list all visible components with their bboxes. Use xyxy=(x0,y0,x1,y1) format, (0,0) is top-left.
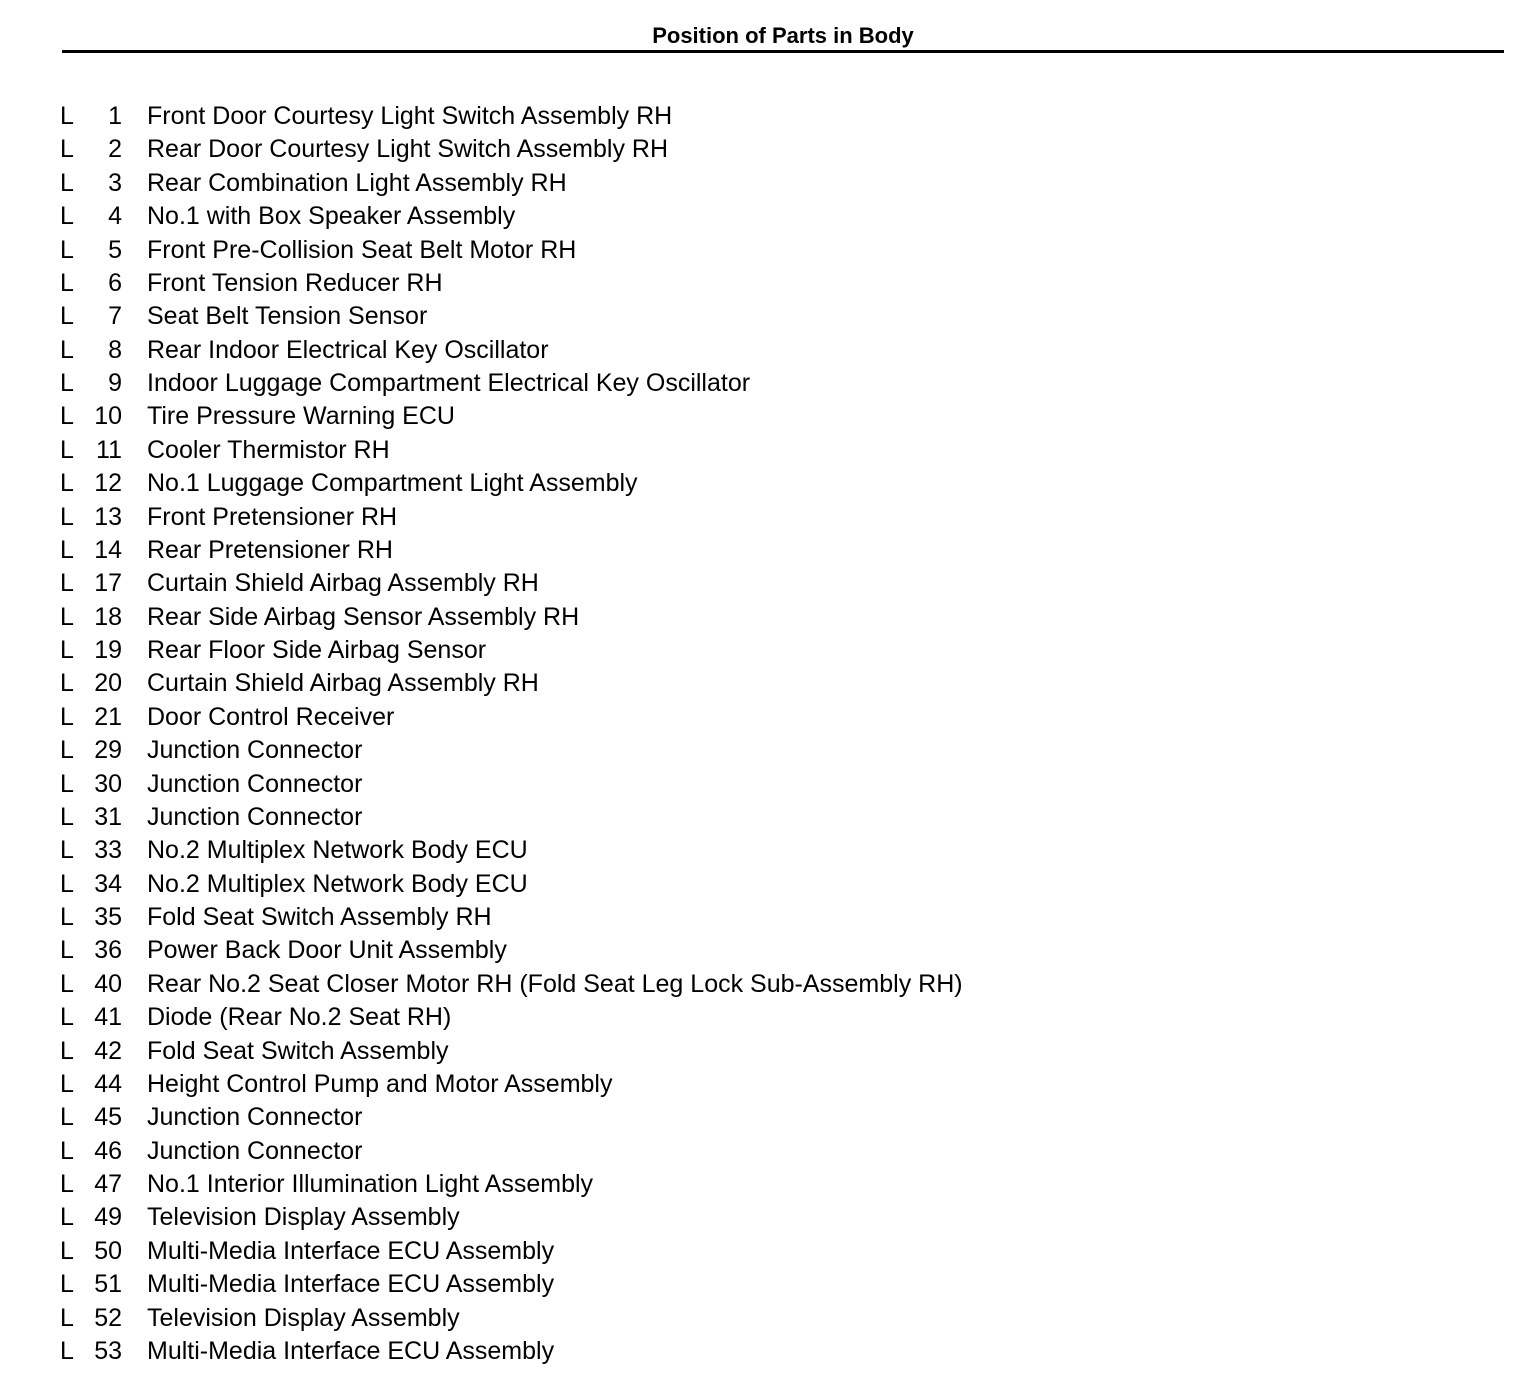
list-item xyxy=(60,1168,963,1201)
part-number: 19 xyxy=(94,636,122,664)
list-item xyxy=(60,701,963,734)
list-item xyxy=(60,667,963,700)
part-name: Power Back Door Unit Assembly xyxy=(147,936,507,965)
part-prefix: L xyxy=(60,1036,74,1065)
part-name: Front Tension Reducer RH xyxy=(147,268,443,297)
part-number: 33 xyxy=(94,836,122,865)
part-name: Multi-Media Interface ECU Assembly xyxy=(147,1236,555,1265)
part-name: Rear Indoor Electrical Key Oscillator xyxy=(147,335,549,364)
part-prefix: L xyxy=(60,602,74,631)
list-item xyxy=(60,434,963,467)
part-number: 3 xyxy=(108,168,122,197)
part-prefix: L xyxy=(60,1336,74,1365)
part-number: 8 xyxy=(108,335,122,364)
part-number: 31 xyxy=(94,802,122,831)
part-prefix: L xyxy=(60,268,74,297)
part-number: 35 xyxy=(94,903,122,931)
part-prefix: L xyxy=(60,302,74,331)
part-prefix: L xyxy=(60,1103,74,1132)
part-prefix: L xyxy=(60,335,74,364)
part-number: 21 xyxy=(94,702,122,731)
part-number: 11 xyxy=(96,435,122,464)
part-name: Television Display Assembly xyxy=(147,1303,460,1332)
part-number: 17 xyxy=(94,569,122,598)
part-prefix: L xyxy=(60,669,74,698)
part-number: 49 xyxy=(94,1203,122,1232)
part-number: 30 xyxy=(94,769,122,798)
part-name: Front Pre-Collision Seat Belt Motor RH xyxy=(147,235,577,264)
list-item xyxy=(60,1201,963,1234)
list-item xyxy=(60,968,963,1001)
part-prefix: L xyxy=(60,936,74,965)
part-prefix: L xyxy=(60,535,74,564)
list-item xyxy=(60,1335,963,1368)
list-item xyxy=(60,834,963,867)
list-item xyxy=(60,334,963,367)
part-prefix: L xyxy=(60,502,74,531)
part-name: Seat Belt Tension Sensor xyxy=(147,302,428,331)
part-prefix: L xyxy=(60,1069,74,1098)
list-item xyxy=(60,801,963,834)
list-item xyxy=(60,100,963,133)
part-number: 10 xyxy=(94,402,122,431)
part-number: 50 xyxy=(94,1236,122,1265)
list-item xyxy=(60,768,963,801)
part-name: Fold Seat Switch Assembly RH xyxy=(147,903,492,931)
list-item xyxy=(60,567,963,600)
part-name: Front Door Courtesy Light Switch Assembly RH xyxy=(147,102,673,130)
part-name: Curtain Shield Airbag Assembly RH xyxy=(147,669,539,698)
page-title: Position of Parts in Body xyxy=(652,23,914,48)
part-number: 47 xyxy=(94,1170,122,1198)
part-number: 41 xyxy=(94,1003,122,1032)
part-number: 45 xyxy=(94,1103,122,1132)
part-number: 12 xyxy=(94,469,122,498)
list-item xyxy=(60,400,963,433)
part-prefix: L xyxy=(60,235,74,264)
part-name: No.1 Interior Illumination Light Assembly xyxy=(147,1170,594,1198)
part-name: Rear Pretensioner RH xyxy=(147,535,393,564)
list-item xyxy=(60,1268,963,1301)
part-number: 9 xyxy=(108,369,122,397)
part-number: 7 xyxy=(108,302,122,331)
part-number: 52 xyxy=(94,1303,122,1332)
part-name: Height Control Pump and Motor Assembly xyxy=(147,1069,613,1098)
list-item xyxy=(60,1068,963,1101)
part-name: Rear Combination Light Assembly RH xyxy=(147,168,567,197)
part-prefix: L xyxy=(60,135,74,164)
list-item xyxy=(60,1035,963,1068)
part-prefix: L xyxy=(60,702,74,731)
part-number: 1 xyxy=(108,102,122,130)
part-name: No.2 Multiplex Network Body ECU xyxy=(147,869,528,898)
part-name: Junction Connector xyxy=(147,736,363,765)
part-name: Fold Seat Switch Assembly xyxy=(147,1036,449,1065)
part-prefix: L xyxy=(60,1236,74,1265)
list-item xyxy=(60,367,963,400)
part-prefix: L xyxy=(60,636,74,664)
title-divider xyxy=(62,50,1504,53)
part-prefix: L xyxy=(60,402,74,431)
part-number: 42 xyxy=(94,1036,122,1065)
list-item xyxy=(60,1101,963,1134)
part-name: No.1 Luggage Compartment Light Assembly xyxy=(147,469,638,498)
part-prefix: L xyxy=(60,1170,74,1198)
part-name: Junction Connector xyxy=(147,769,363,798)
part-prefix: L xyxy=(60,1203,74,1232)
part-name: Rear Door Courtesy Light Switch Assembly RH xyxy=(147,135,669,164)
part-number: 29 xyxy=(94,736,122,765)
part-name: No.2 Multiplex Network Body ECU xyxy=(147,836,528,865)
part-number: 44 xyxy=(94,1069,122,1098)
part-number: 4 xyxy=(108,202,122,231)
part-prefix: L xyxy=(60,1303,74,1332)
list-item xyxy=(60,1235,963,1268)
list-item xyxy=(60,300,963,333)
part-prefix: L xyxy=(60,569,74,598)
part-prefix: L xyxy=(60,435,74,464)
list-item xyxy=(60,1001,963,1034)
part-name: Multi-Media Interface ECU Assembly xyxy=(147,1336,555,1365)
part-prefix: L xyxy=(60,903,74,931)
list-item xyxy=(60,901,963,934)
part-prefix: L xyxy=(60,736,74,765)
list-item xyxy=(60,167,963,200)
part-prefix: L xyxy=(60,769,74,798)
part-prefix: L xyxy=(60,1136,74,1165)
part-number: 2 xyxy=(108,135,122,164)
list-item xyxy=(60,267,963,300)
part-name: Cooler Thermistor RH xyxy=(147,435,390,464)
list-item xyxy=(60,934,963,967)
part-name: No.1 with Box Speaker Assembly xyxy=(147,202,516,231)
part-prefix: L xyxy=(60,969,74,998)
part-name: Indoor Luggage Compartment Electrical Key Oscillator xyxy=(147,369,751,397)
part-prefix: L xyxy=(60,869,74,898)
part-number: 53 xyxy=(94,1336,122,1365)
part-number: 18 xyxy=(94,602,122,631)
part-name: Door Control Receiver xyxy=(147,702,395,731)
part-number: 14 xyxy=(94,535,122,564)
part-name: Junction Connector xyxy=(147,1103,363,1132)
part-prefix: L xyxy=(60,802,74,831)
part-prefix: L xyxy=(60,202,74,231)
list-item xyxy=(60,534,963,567)
part-number: 34 xyxy=(94,869,122,898)
part-name: Multi-Media Interface ECU Assembly xyxy=(147,1270,555,1299)
part-name: Diode (Rear No.2 Seat RH) xyxy=(147,1003,452,1032)
list-item xyxy=(60,200,963,233)
part-prefix: L xyxy=(60,836,74,865)
part-number: 13 xyxy=(94,502,122,531)
part-number: 40 xyxy=(94,969,122,998)
part-number: 36 xyxy=(94,936,122,965)
list-item xyxy=(60,868,963,901)
part-name: Rear No.2 Seat Closer Motor RH (Fold Seat Leg Lock Sub-Assembly RH) xyxy=(147,969,963,998)
part-prefix: L xyxy=(60,168,74,197)
part-number: 51 xyxy=(94,1270,122,1299)
part-name: Curtain Shield Airbag Assembly RH xyxy=(147,569,539,598)
part-name: Junction Connector xyxy=(147,802,363,831)
parts-list xyxy=(60,100,963,1368)
part-prefix: L xyxy=(60,1003,74,1032)
list-item xyxy=(60,1302,963,1335)
list-item xyxy=(60,634,963,667)
part-name: Rear Floor Side Airbag Sensor xyxy=(147,636,487,664)
part-name: Rear Side Airbag Sensor Assembly RH xyxy=(147,602,580,631)
part-number: 6 xyxy=(108,268,122,297)
part-prefix: L xyxy=(60,1270,74,1299)
list-item xyxy=(60,734,963,767)
part-prefix: L xyxy=(60,469,74,498)
part-prefix: L xyxy=(60,369,74,397)
list-item xyxy=(60,234,963,267)
part-name: Television Display Assembly xyxy=(147,1203,460,1232)
list-item xyxy=(60,133,963,166)
part-number: 5 xyxy=(108,235,122,264)
list-item xyxy=(60,467,963,500)
part-name: Junction Connector xyxy=(147,1136,363,1165)
part-name: Front Pretensioner RH xyxy=(147,502,398,531)
part-prefix: L xyxy=(60,102,74,130)
list-item xyxy=(60,601,963,634)
part-number: 20 xyxy=(94,669,122,698)
part-number: 46 xyxy=(94,1136,122,1165)
part-name: Tire Pressure Warning ECU xyxy=(147,402,455,431)
list-item xyxy=(60,1135,963,1168)
list-item xyxy=(60,501,963,534)
